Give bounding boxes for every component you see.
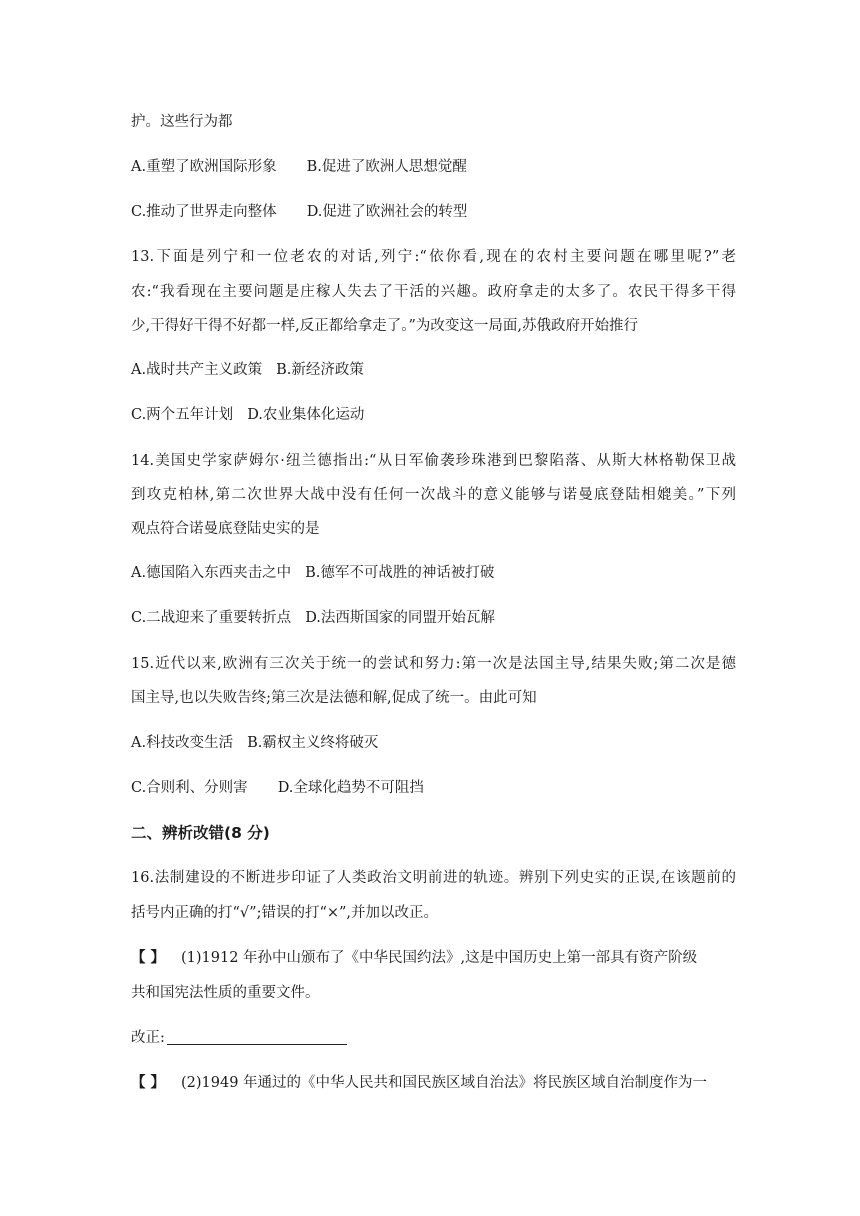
q14-option-b[interactable]: B.德军不可战胜的神话被打破 <box>305 565 495 581</box>
q16-item2-answer-bracket[interactable]: 【 】 <box>131 1074 166 1091</box>
q13-option-b[interactable]: B.新经济政策 <box>276 362 364 378</box>
q16-item1-answer-bracket[interactable]: 【 】 <box>131 949 166 966</box>
q12-option-c[interactable]: C.推动了世界走向整体 <box>131 204 277 220</box>
q15-stem-line1: 15.近代以来,欧洲有三次关于统一的尝试和努力:第一次是法国主导,结果失败;第二次是德 <box>131 656 736 672</box>
q15-stem-line2: 国主导,也以失败告终;第三次是法德和解,促成了统一。由此可知 <box>131 690 537 706</box>
q16-item1-text1: (1)1912 年孙中山颁布了《中华民国约法》,这是中国历史上第一部具有资产阶级 <box>181 950 698 966</box>
q15-option-c[interactable]: C.合则利、分则害 <box>131 780 248 796</box>
q13-option-a[interactable]: A.战时共产主义政策 <box>131 362 263 378</box>
q12-options-row2 <box>131 202 467 222</box>
q14-stem-line1: 14.美国史学家萨姆尔·纽兰德指出:“从日军偷袭珍珠港到巴黎陷落、从斯大林格勒保卫战 <box>131 453 736 469</box>
q14-options-row2 <box>131 608 495 628</box>
q13-options-row2 <box>131 405 364 425</box>
q15-option-d[interactable]: D.全球化趋势不可阻挡 <box>277 780 424 796</box>
q13-stem-line3: 少,干得好干得不好都一样,反正都给拿走了。”为改变这一局面,苏俄政府开始推行 <box>131 318 638 334</box>
q16-item2-line1 <box>131 1073 707 1093</box>
q13-stem-line1: 13.下面是列宁和一位老农的对话,列宁:“依你看,现在的农村主要问题在哪里呢?”老 <box>131 249 736 265</box>
q14-stem-line2: 到攻克柏林,第二次世界大战中没有任何一次战斗的意义能够与诺曼底登陆相媲美。”下列 <box>131 487 736 503</box>
q13-option-c[interactable]: C.两个五年计划 <box>131 407 234 423</box>
q14-option-d[interactable]: D.法西斯国家的同盟开始瓦解 <box>305 610 495 626</box>
q14-options-row1 <box>131 563 494 583</box>
q12-options-row1 <box>131 157 467 177</box>
correction-answer-line[interactable] <box>167 1030 347 1045</box>
q13-options-row1 <box>131 360 364 380</box>
q16-item1-line1 <box>131 948 697 968</box>
q16-item1-correction <box>131 1028 347 1048</box>
q15-options-row2 <box>131 778 424 798</box>
q16-stem-line2: 括号内正确的打“√”;错误的打“×”,并加以改正。 <box>131 905 439 921</box>
correction-label: 改正: <box>131 1030 165 1046</box>
q14-option-c[interactable]: C.二战迎来了重要转折点 <box>131 610 292 626</box>
q14-option-a[interactable]: A.德国陷入东西夹击之中 <box>131 565 292 581</box>
q12-option-d[interactable]: D.促进了欧洲社会的转型 <box>306 204 468 220</box>
q14-stem-line3: 观点符合诺曼底登陆史实的是 <box>131 521 320 537</box>
q15-options-row1 <box>131 733 378 753</box>
q16-item2-text1: (2)1949 年通过的《中华人民共和国民族区域自治法》将民族区域自治制度作为一 <box>181 1075 708 1091</box>
q16-stem-line1: 16.法制建设的不断进步印证了人类政治文明前进的轨迹。辨别下列史实的正误,在该题前的 <box>131 870 736 886</box>
q16-item1-line2: 共和国宪法性质的重要文件。 <box>131 985 320 1001</box>
q13-stem-line2: 农:“我看现在主要问题是庄稼人失去了干活的兴趣。政府拿走的太多了。农民干得多干得 <box>131 284 736 300</box>
q12-option-b[interactable]: B.促进了欧洲人思想觉醒 <box>306 159 467 175</box>
section2-heading: 二、辨析改错(8 分) <box>131 824 270 842</box>
q15-option-a[interactable]: A.科技改变生活 <box>131 735 234 751</box>
q12-option-a[interactable]: A.重塑了欧洲国际形象 <box>131 159 277 175</box>
q15-option-b[interactable]: B.霸权主义终将破灭 <box>247 735 379 751</box>
q12-stem-tail: 护。这些行为都 <box>131 114 233 130</box>
q13-option-d[interactable]: D.农业集体化运动 <box>247 407 365 423</box>
